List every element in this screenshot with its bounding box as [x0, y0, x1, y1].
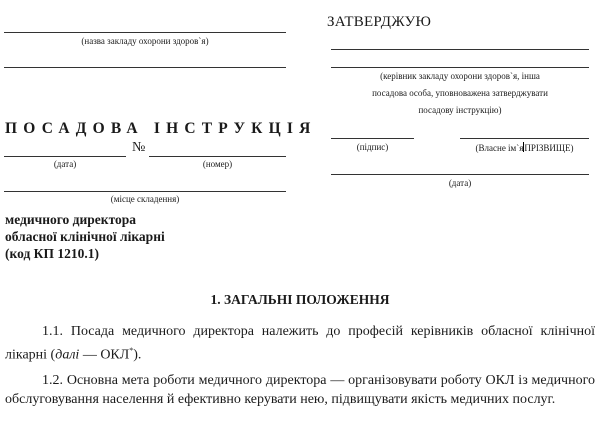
date-line: [4, 156, 126, 157]
date-caption: (дата): [53, 159, 77, 169]
full-name-caption: [460, 142, 589, 153]
paragraph-text: Основна мета роботи медичного директора — організовувати роботу ОКЛ із медичного обслуговування населення й ефективно керувати нею, підвищувати якість медичних послуг.: [5, 373, 595, 407]
approver-caption-1: (керівник закладу охорони здоров`я, інша: [380, 71, 540, 81]
approver-line-2: [331, 67, 589, 68]
italic-term: далі: [55, 347, 80, 363]
surname-caption: ПРІЗВИЩЕ): [524, 143, 574, 153]
abbreviation: — ОКЛ: [79, 347, 130, 363]
place-line: [4, 191, 286, 192]
document-title: ПОСАДОВА ІНСТРУКЦІЯ: [5, 120, 317, 137]
institution-name-line-2: [4, 67, 286, 68]
approval-date-line: [331, 174, 589, 175]
full-name-line: [460, 138, 589, 139]
paragraph-number: 1.1.: [42, 324, 63, 339]
paragraph-text: Посада медичного директора належить до професій керівників обласної клінічної лікарні (: [5, 324, 595, 363]
approver-caption-2: посадова особа, уповноважена затверджувати: [372, 88, 548, 98]
number-sign: №: [132, 140, 146, 155]
section-title: 1. ЗАГАЛЬНІ ПОЛОЖЕННЯ: [210, 292, 390, 307]
first-name-caption: (Власне ім`я: [475, 143, 524, 153]
approver-caption-3: посадову інструкцію): [418, 105, 502, 115]
paragraph-1-2: [5, 371, 595, 409]
number-line: [149, 156, 286, 157]
approve-label: ЗАТВЕРДЖУЮ: [327, 14, 432, 30]
paragraph-end: ).: [133, 347, 142, 363]
signature-line: [331, 138, 414, 139]
signature-caption: (підпис): [356, 142, 389, 152]
paragraph-number: 1.2.: [42, 373, 63, 388]
footnote-mark: *: [129, 346, 134, 355]
institution-name-line: [4, 32, 286, 33]
approval-date-caption: (дата): [448, 178, 472, 188]
position-line-1: медичного директора: [5, 212, 137, 227]
position-line-3: (код КП 1210.1): [5, 246, 99, 261]
number-caption: (номер): [202, 159, 233, 169]
paragraph-1-1: [5, 322, 595, 365]
position-line-2: обласної клінічної лікарні: [5, 229, 165, 244]
institution-name-caption: (назва закладу охорони здоров`я): [81, 36, 209, 46]
approver-line-1: [331, 49, 589, 50]
position-title: [5, 211, 165, 262]
place-caption: (місце складення): [110, 194, 180, 204]
